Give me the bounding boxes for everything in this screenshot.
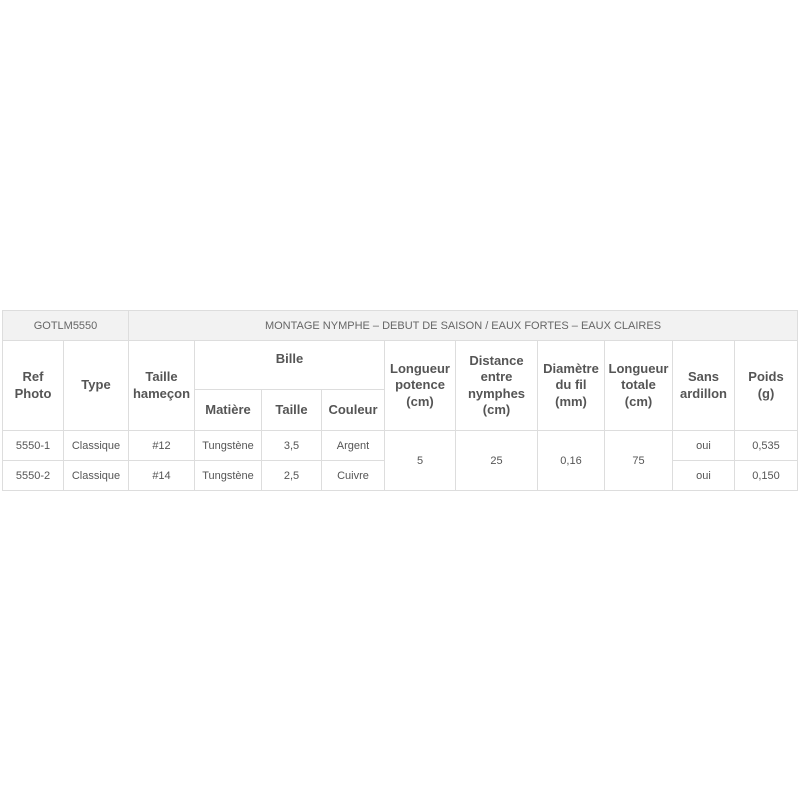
cell-hook: #14 <box>129 461 195 491</box>
cell-poids: 0,150 <box>735 461 798 491</box>
cell-sans-ardillon: oui <box>673 431 735 461</box>
table-title: MONTAGE NYMPHE – DEBUT DE SAISON / EAUX FORTES – EAUX CLAIRES <box>129 311 798 341</box>
cell-taille: 2,5 <box>262 461 322 491</box>
cell-couleur: Cuivre <box>322 461 385 491</box>
cell-distance-nymphes: 25 <box>456 431 538 491</box>
header-couleur: Couleur <box>322 390 385 431</box>
header-longueur-potence: Longueur potence (cm) <box>385 341 456 431</box>
product-ref-code: GOTLM5550 <box>3 311 129 341</box>
header-ref-photo: Ref Photo <box>3 341 64 431</box>
cell-type: Classique <box>64 461 129 491</box>
cell-diametre-fil: 0,16 <box>538 431 605 491</box>
table-row <box>3 431 798 461</box>
header-poids: Poids (g) <box>735 341 798 431</box>
header-type: Type <box>64 341 129 431</box>
header-bille: Bille <box>195 341 385 390</box>
product-spec-table <box>2 310 798 491</box>
cell-taille: 3,5 <box>262 431 322 461</box>
cell-matiere: Tungstène <box>195 431 262 461</box>
cell-ref: 5550-1 <box>3 431 64 461</box>
cell-matiere: Tungstène <box>195 461 262 491</box>
cell-type: Classique <box>64 431 129 461</box>
cell-longueur-potence: 5 <box>385 431 456 491</box>
cell-hook: #12 <box>129 431 195 461</box>
header-longueur-totale: Longueur totale (cm) <box>605 341 673 431</box>
header-distance-nymphes: Distance entre nymphes (cm) <box>456 341 538 431</box>
table-title-row <box>3 311 798 341</box>
cell-poids: 0,535 <box>735 431 798 461</box>
header-taille-hamecon: Taille hameçon <box>129 341 195 431</box>
header-taille: Taille <box>262 390 322 431</box>
cell-couleur: Argent <box>322 431 385 461</box>
product-spec-table-wrapper <box>2 310 797 491</box>
header-matiere: Matière <box>195 390 262 431</box>
header-row-1 <box>3 341 798 390</box>
cell-ref: 5550-2 <box>3 461 64 491</box>
header-sans-ardillon: Sans ardillon <box>673 341 735 431</box>
cell-sans-ardillon: oui <box>673 461 735 491</box>
cell-longueur-totale: 75 <box>605 431 673 491</box>
header-diametre-fil: Diamètre du fil (mm) <box>538 341 605 431</box>
